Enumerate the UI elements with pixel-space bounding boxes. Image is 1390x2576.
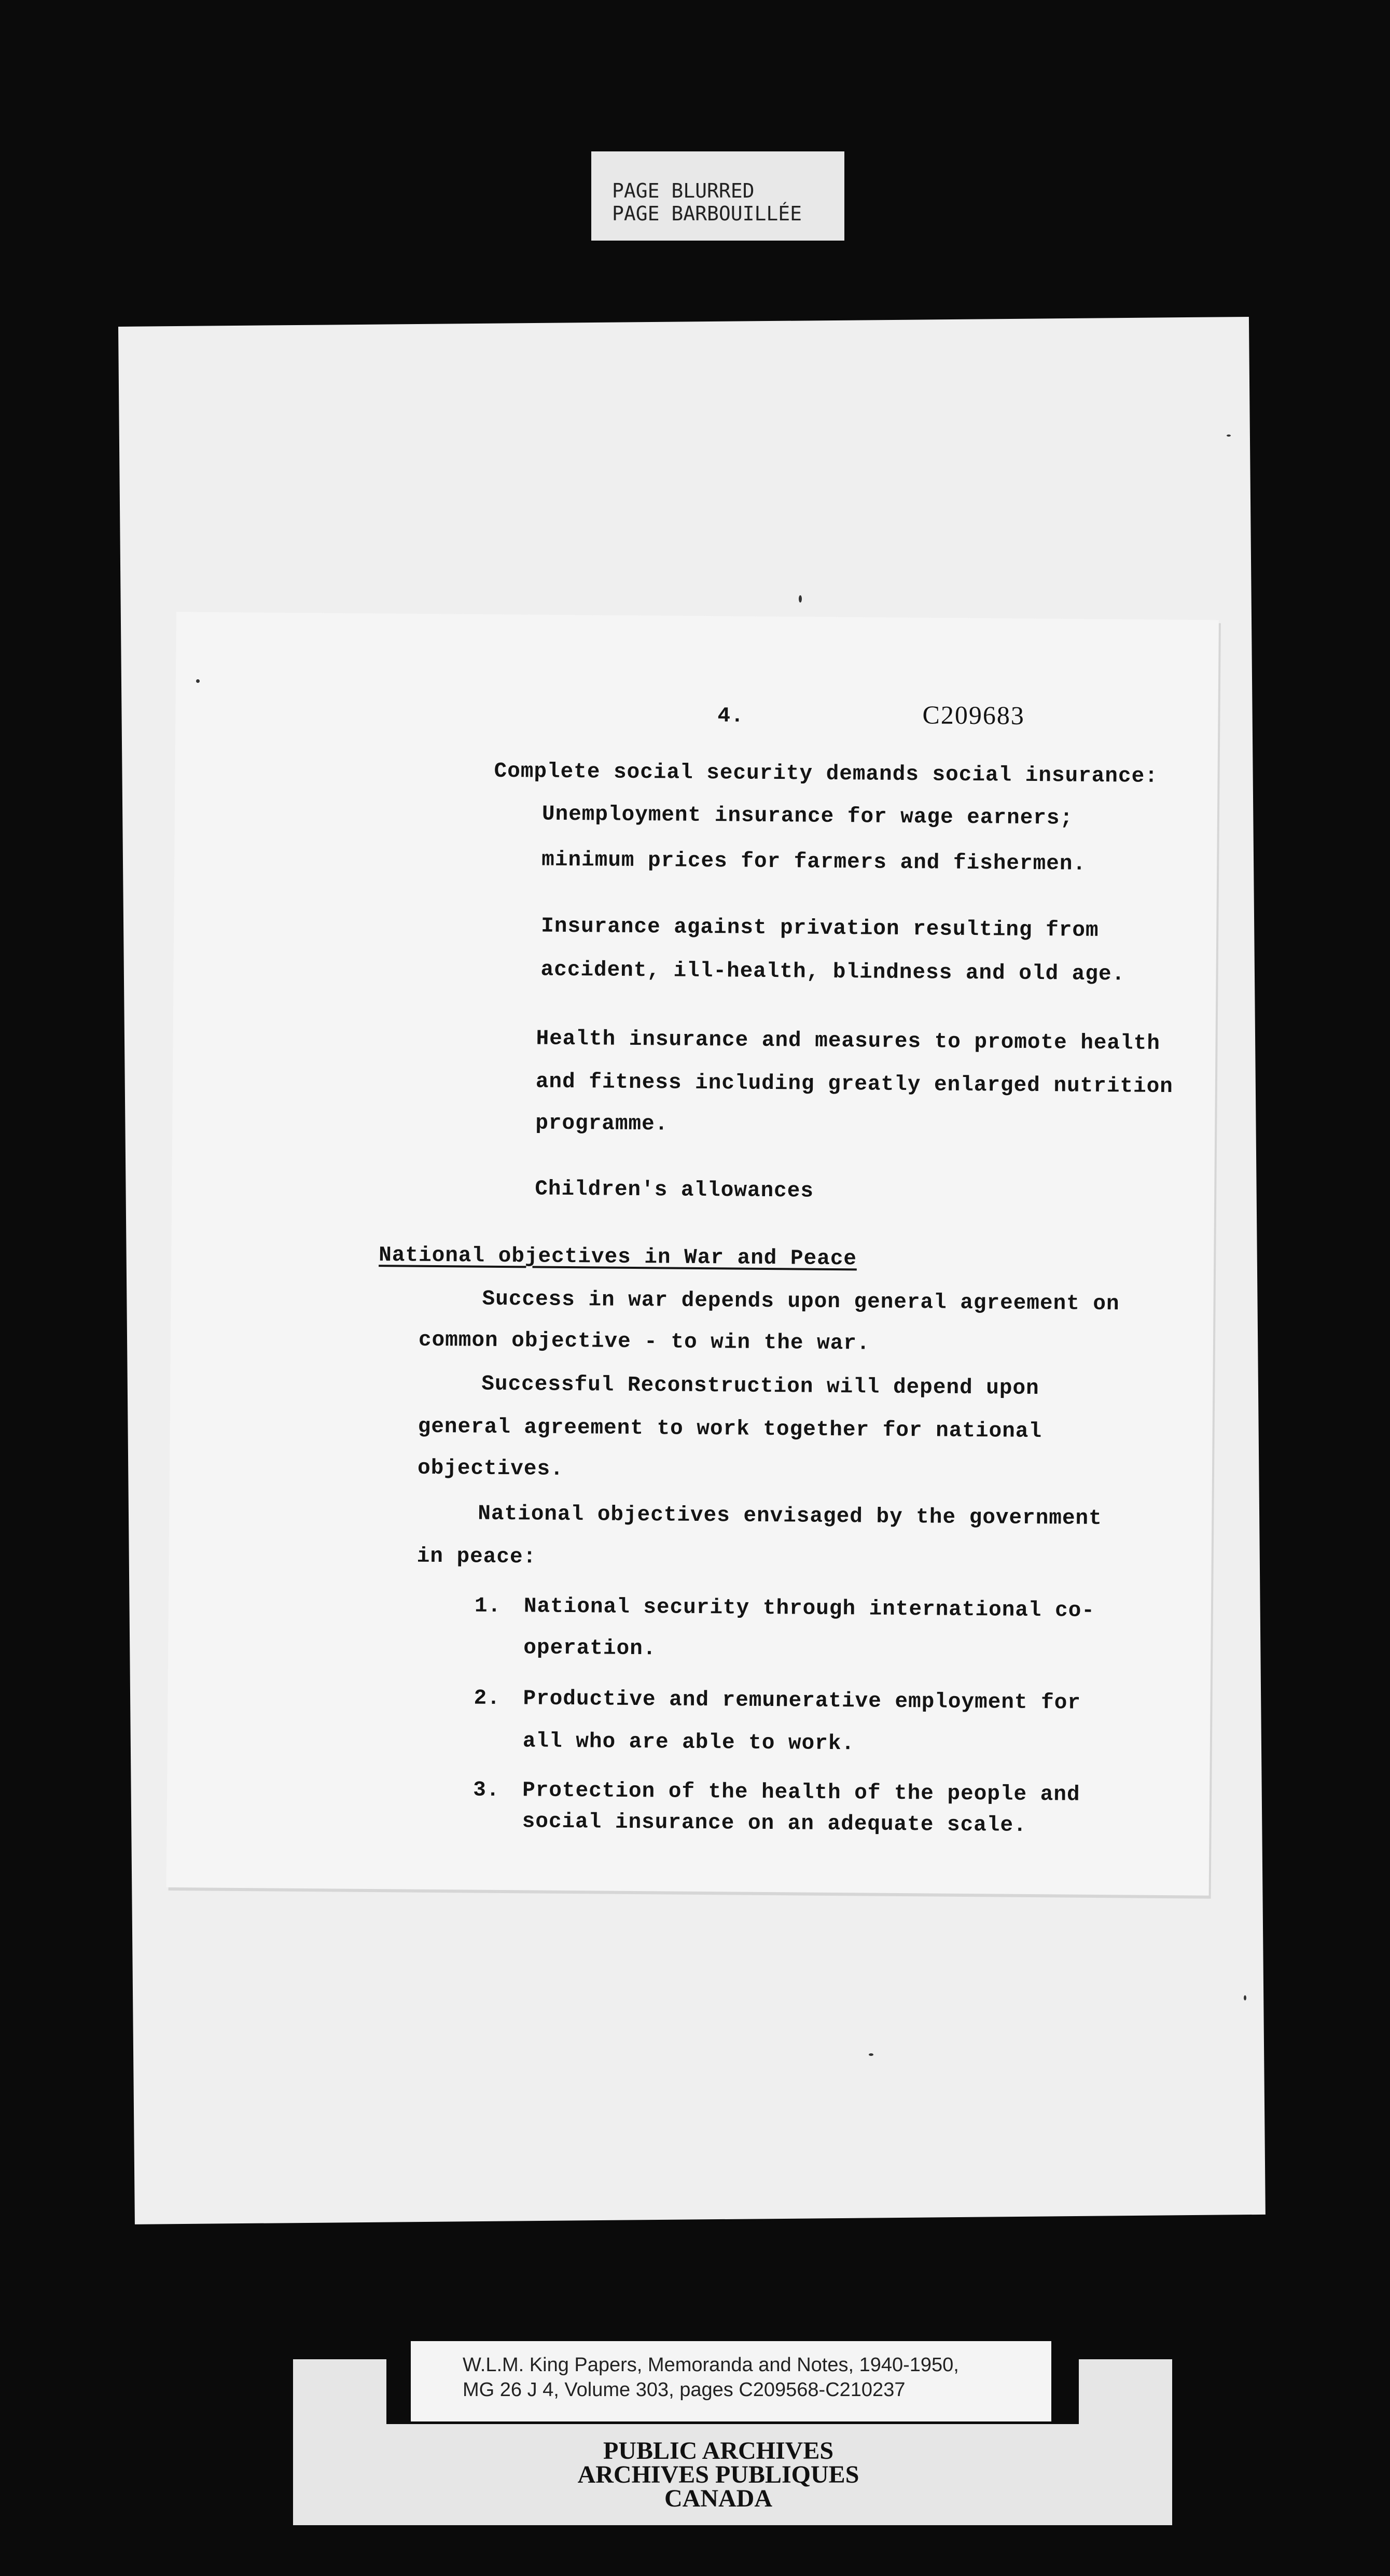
archive-stamp: [386, 2427, 1050, 2523]
archive-citation-line2: MG 26 J 4, Volume 303, pages C209568-C210237: [463, 2379, 906, 2401]
section-line-4: general agreement to work together for national: [418, 1415, 1042, 1444]
page-blurred-label-line1: PAGE BLURRED: [612, 179, 755, 202]
document-id: C209683: [922, 700, 1025, 730]
list-item-3-line2: social insurance on an adequate scale.: [522, 1810, 1027, 1838]
dust-speck: [869, 2053, 873, 2056]
section-line-7: in peace:: [416, 1544, 537, 1570]
list-item-3-line1: Protection of the health of the people and: [522, 1779, 1080, 1807]
section-line-3: Successful Reconstruction will depend upon: [481, 1372, 1039, 1401]
archive-citation-line1: W.L.M. King Papers, Memoranda and Notes, 1940-1950,: [463, 2354, 959, 2376]
section-line-6: National objectives envisaged by the government: [478, 1502, 1102, 1531]
memo-line-4: Insurance against privation resulting from: [541, 914, 1099, 943]
memo-line-3: minimum prices for farmers and fishermen.: [541, 848, 1087, 876]
memo-line-1: Complete social security demands social insurance:: [494, 759, 1158, 789]
archive-citation: [411, 2341, 1051, 2421]
section-line-2: common objective - to win the war.: [418, 1328, 870, 1356]
archive-stamp-line1: PUBLIC ARCHIVES: [603, 2437, 834, 2465]
list-item-1-line1: National security through international co-: [523, 1594, 1095, 1623]
page-blurred-label: [591, 151, 844, 241]
memo-line-5: accident, ill-health, blindness and old age.: [540, 958, 1125, 987]
memo-line-8: programme.: [535, 1111, 669, 1137]
section-heading: National objectives in War and Peace: [379, 1243, 857, 1271]
memo-line-6: Health insurance and measures to promote health: [536, 1027, 1161, 1056]
memo-line-9: Children's allowances: [535, 1177, 814, 1203]
archive-stamp-line2: ARCHIVES PUBLIQUES: [577, 2461, 859, 2488]
memo-line-7: and fitness including greatly enlarged nutrition: [535, 1070, 1174, 1099]
list-item-1-line2: operation.: [523, 1636, 657, 1661]
list-item-2-line2: all who are able to work.: [522, 1729, 855, 1756]
list-item-2-number: 2.: [474, 1686, 501, 1711]
list-item-2-line1: Productive and remunerative employment for: [523, 1687, 1081, 1715]
list-item-3-number: 3.: [472, 1778, 500, 1802]
dust-speck: [1227, 435, 1231, 437]
dust-speck: [799, 595, 802, 603]
memo-line-2: Unemployment insurance for wage earners;: [541, 802, 1074, 831]
section-line-5: objectives.: [417, 1456, 564, 1481]
archive-stamp-line3: CANADA: [664, 2485, 772, 2512]
list-item-1-number: 1.: [474, 1594, 502, 1618]
page-number: 4.: [717, 704, 744, 729]
dust-speck: [196, 679, 200, 683]
section-line-1: Success in war depends upon general agreement on: [482, 1287, 1120, 1317]
dust-speck: [1244, 1995, 1246, 2000]
typed-memo-page: [166, 612, 1219, 1896]
page-blurred-label-line2: PAGE BARBOUILLÉE: [612, 202, 802, 225]
